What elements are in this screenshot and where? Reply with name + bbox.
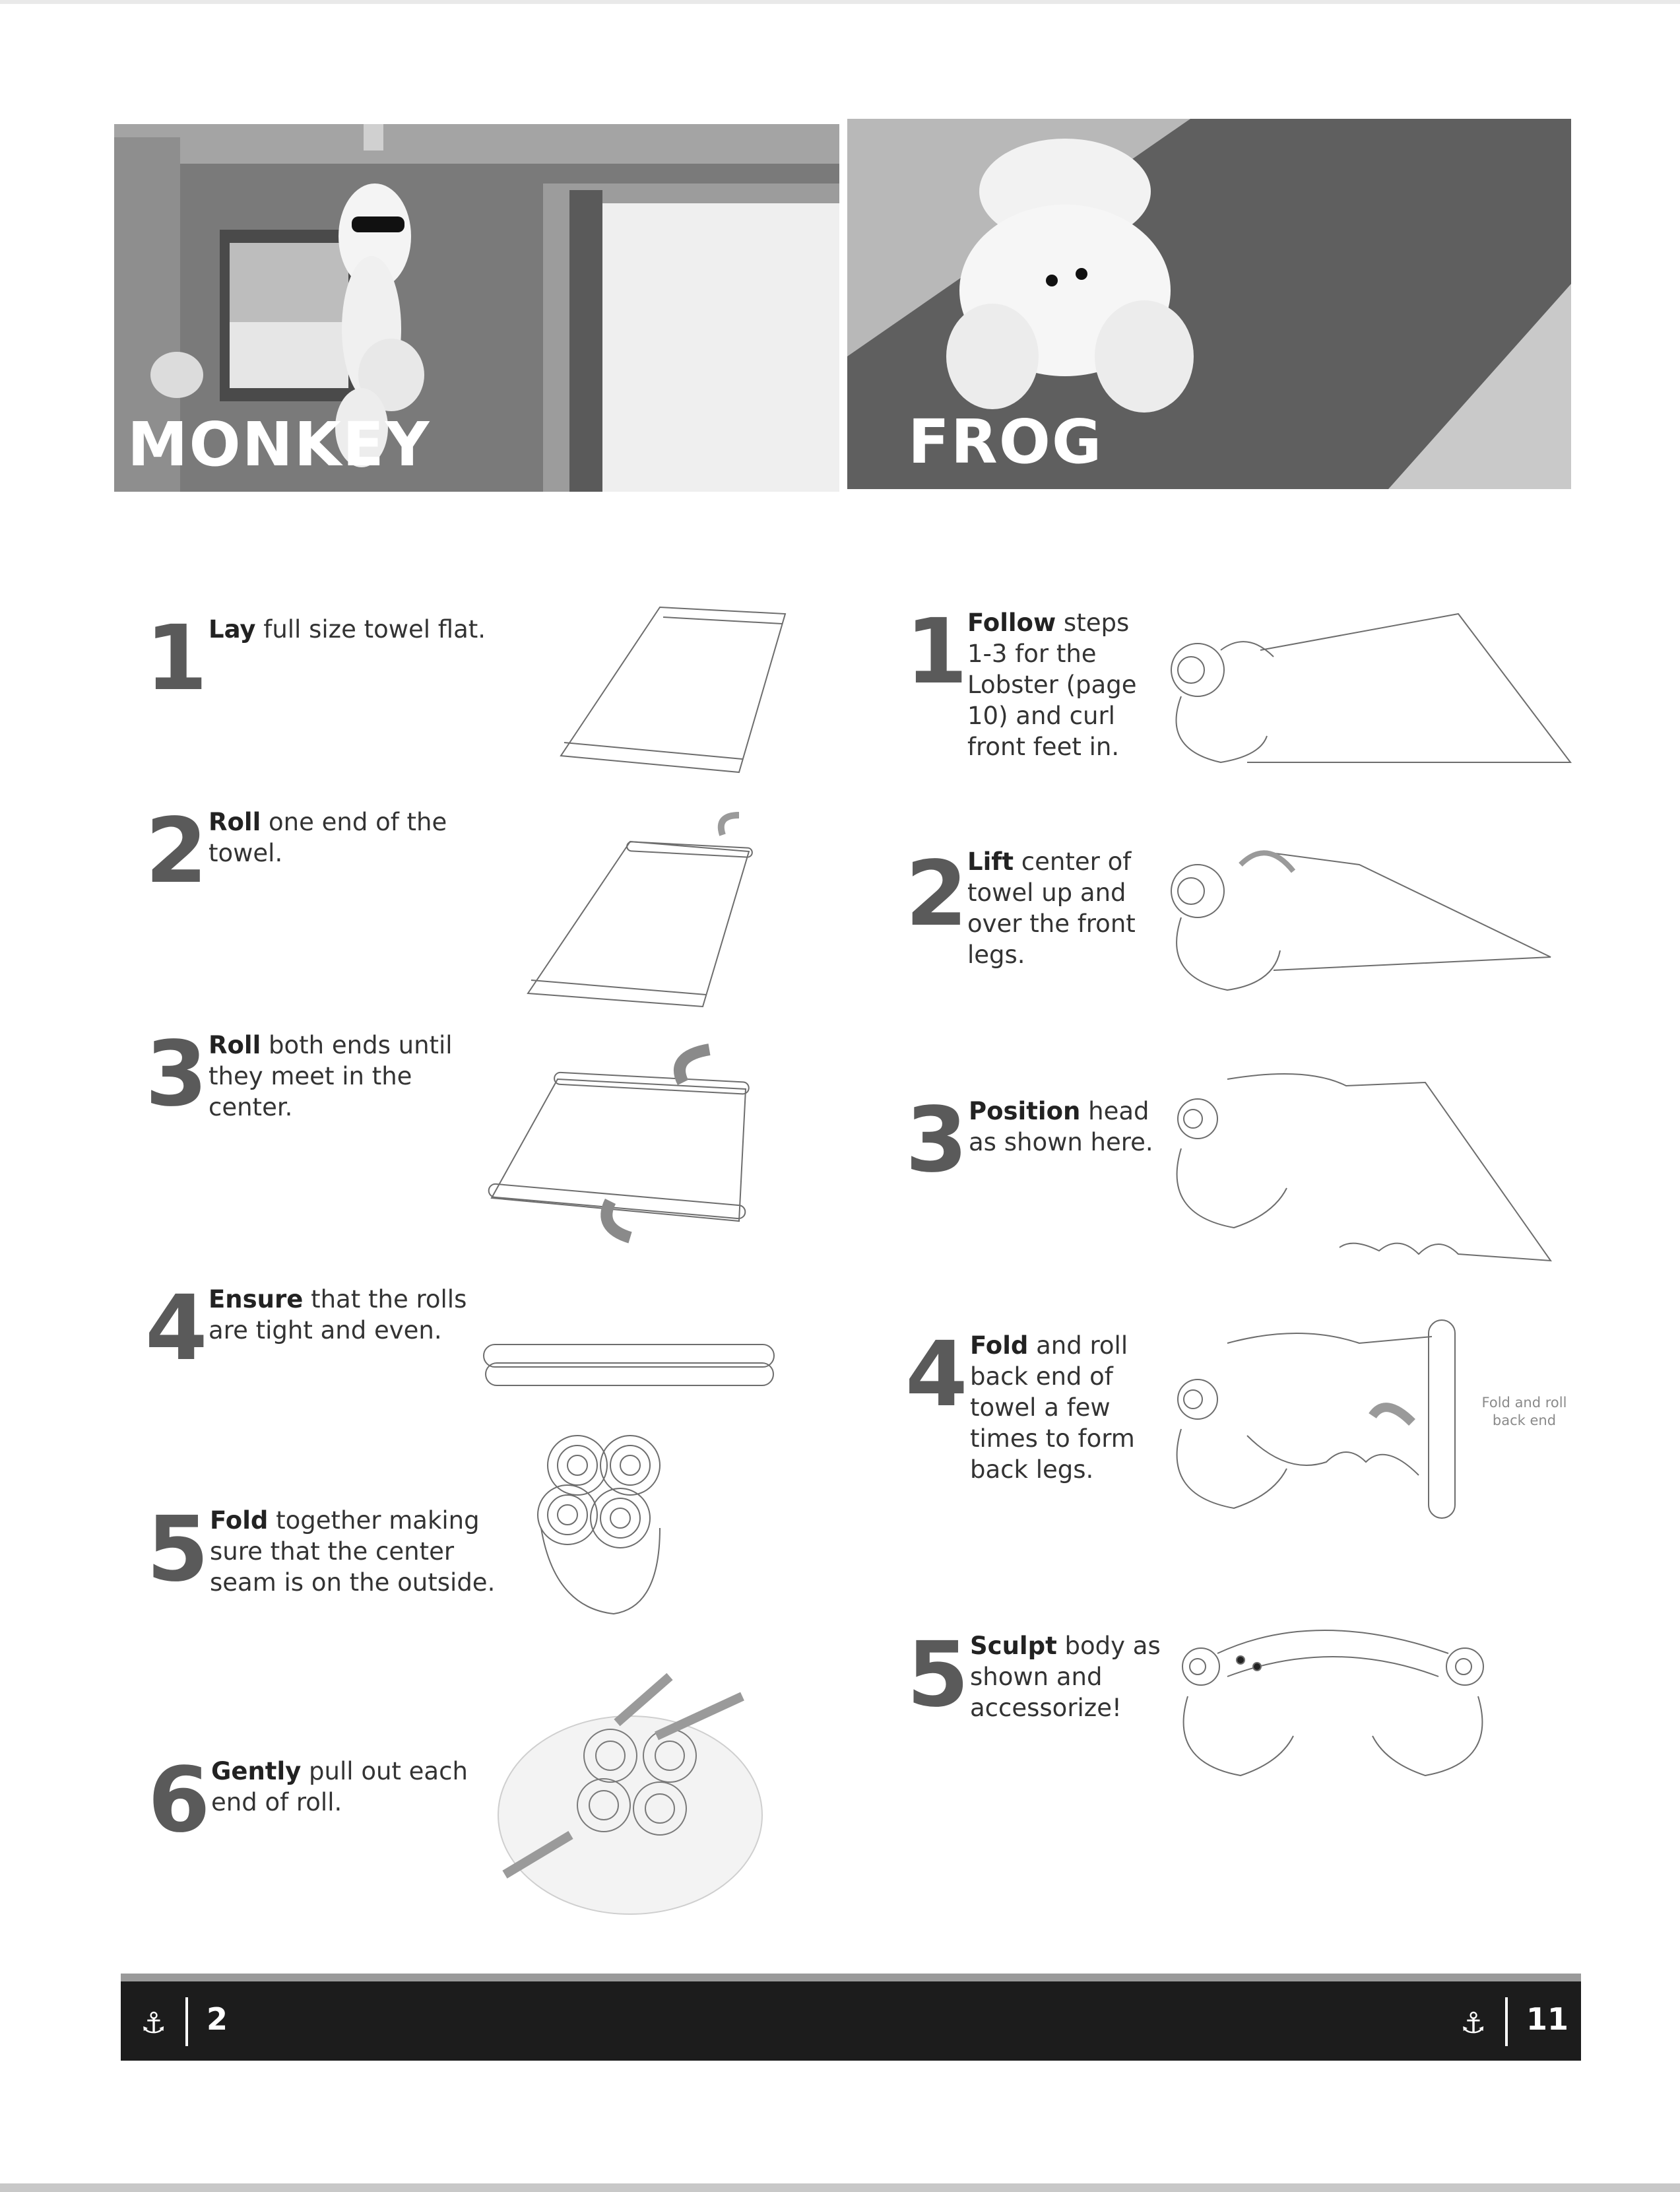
step-instruction bbox=[209, 1030, 472, 1123]
step-verb: Roll bbox=[209, 1031, 261, 1059]
monkey-step-5 bbox=[146, 1498, 516, 1611]
step-body: full size towel flat. bbox=[255, 615, 486, 644]
page-footer bbox=[121, 1974, 1581, 2061]
monkey-step-6 bbox=[148, 1748, 491, 1853]
frog-illustration-5 bbox=[1175, 1617, 1491, 1789]
bottom-edge bbox=[0, 2183, 1680, 2192]
step-instruction bbox=[209, 807, 472, 869]
step-number: 2 bbox=[145, 799, 208, 904]
monkey-step-1 bbox=[145, 607, 515, 711]
step-body: steps 1-3 for the Lobster (page 10) and curl front feet in. bbox=[967, 609, 1137, 761]
step-verb: Lift bbox=[967, 847, 1014, 876]
frog-step-4 bbox=[905, 1323, 1169, 1488]
step-verb: Position bbox=[969, 1097, 1081, 1125]
step-verb: Follow bbox=[967, 609, 1056, 637]
step-number: 4 bbox=[145, 1277, 208, 1381]
step-body: one end of the towel. bbox=[209, 808, 447, 867]
monkey-illustration-1 bbox=[554, 601, 792, 779]
step-instruction bbox=[209, 614, 486, 645]
step-number: 5 bbox=[907, 1623, 969, 1727]
frog-step-3 bbox=[905, 1088, 1169, 1193]
step-number: 3 bbox=[145, 1022, 208, 1127]
monkey-title: MONKEY bbox=[127, 409, 431, 480]
step-number: 3 bbox=[905, 1088, 968, 1193]
frog-step-5 bbox=[907, 1623, 1171, 1736]
step-number: 1 bbox=[905, 600, 968, 704]
step-body: both ends until they meet in the center. bbox=[209, 1031, 453, 1121]
step-verb: Roll bbox=[209, 808, 261, 836]
monkey-step-3 bbox=[145, 1022, 475, 1148]
step-verb: Sculpt bbox=[970, 1632, 1057, 1660]
left-page-number: 2 bbox=[207, 2001, 228, 2037]
step-instruction bbox=[211, 1756, 488, 1818]
anchor-crown-logo-icon: ⚓ bbox=[141, 2007, 167, 2040]
monkey-step-4 bbox=[145, 1277, 488, 1381]
step-body: center of towel up and over the front legs. bbox=[967, 847, 1136, 969]
frog-step-2 bbox=[905, 842, 1169, 978]
step-instruction bbox=[970, 1630, 1161, 1723]
monkey-illustration-4 bbox=[480, 1337, 777, 1403]
step-instruction bbox=[969, 1096, 1167, 1158]
frog-step-1 bbox=[905, 600, 1169, 779]
step-instruction bbox=[970, 1330, 1161, 1485]
step-instruction bbox=[967, 846, 1159, 970]
monkey-illustration-2 bbox=[525, 802, 775, 1013]
step-number: 1 bbox=[145, 607, 208, 711]
step-instruction bbox=[209, 1284, 486, 1346]
step-verb: Lay bbox=[209, 615, 256, 644]
step-instruction bbox=[967, 607, 1159, 762]
step-body: and roll back end of towel a few times to form back legs. bbox=[970, 1331, 1135, 1484]
right-page-number: 11 bbox=[1526, 2001, 1569, 2037]
step-body: that the rolls are tight and even. bbox=[209, 1285, 467, 1345]
step-number: 4 bbox=[905, 1323, 968, 1427]
step-body: pull out each end of roll. bbox=[211, 1757, 468, 1816]
monkey-illustration-3 bbox=[485, 1036, 762, 1254]
footer-divider-left bbox=[185, 1997, 188, 2046]
monkey-step-2 bbox=[145, 799, 475, 904]
frog-illustration-1 bbox=[1168, 611, 1577, 776]
monkey-photo bbox=[114, 124, 839, 492]
footer-divider-right bbox=[1505, 1997, 1508, 2046]
frog-step-4-note: Fold and roll back end bbox=[1481, 1395, 1567, 1428]
frog-illustration-2 bbox=[1168, 838, 1557, 1010]
step-instruction bbox=[210, 1505, 513, 1598]
step-verb: Gently bbox=[211, 1757, 302, 1785]
frog-title: FROG bbox=[908, 407, 1103, 477]
frog-photo bbox=[847, 119, 1571, 489]
monkey-illustration-5 bbox=[531, 1429, 670, 1620]
anchor-crown-logo-icon: ⚓ bbox=[1460, 2007, 1487, 2040]
step-verb: Fold bbox=[970, 1331, 1029, 1360]
step-body: body as shown and accessorize! bbox=[970, 1632, 1161, 1722]
frog-illustration-3 bbox=[1168, 1069, 1557, 1267]
monkey-illustration-6 bbox=[492, 1663, 775, 1927]
step-verb: Fold bbox=[210, 1506, 269, 1535]
step-body: head as shown here. bbox=[969, 1097, 1153, 1156]
step-number: 5 bbox=[146, 1498, 209, 1602]
frog-illustration-4 bbox=[1168, 1317, 1491, 1528]
top-edge bbox=[0, 0, 1680, 4]
step-number: 2 bbox=[905, 842, 968, 947]
step-number: 6 bbox=[148, 1748, 210, 1853]
step-verb: Ensure bbox=[209, 1285, 304, 1313]
step-body: together making sure that the center seam is on the outside. bbox=[210, 1506, 496, 1597]
